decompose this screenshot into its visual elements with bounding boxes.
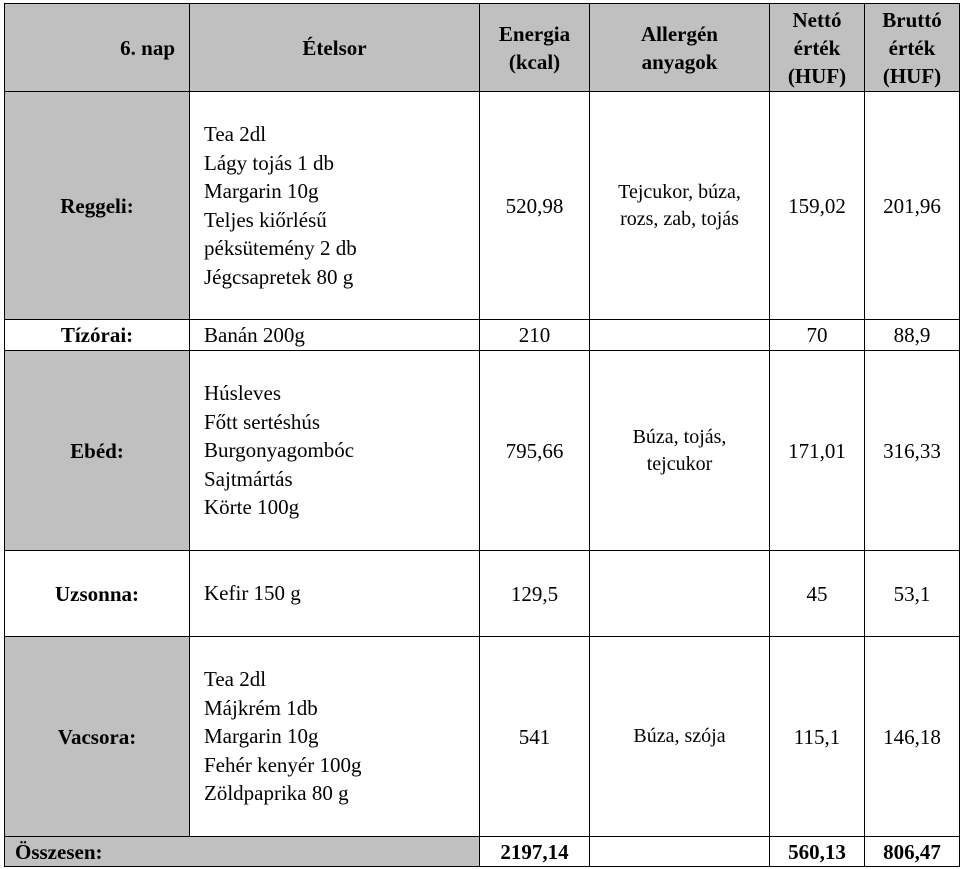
header-energy-line: (kcal): [508, 49, 561, 74]
energy-value: 541: [480, 637, 590, 837]
total-gross: 806,47: [865, 837, 960, 867]
energy-value: 210: [480, 320, 590, 351]
meal-items: [190, 551, 480, 637]
meal-items: [190, 351, 480, 551]
meal-name: Reggeli:: [5, 92, 190, 320]
meal-name: Tízórai:: [5, 320, 190, 351]
gross-value: 316,33: [865, 351, 960, 551]
net-value: 115,1: [770, 637, 865, 837]
energy-value: 520,98: [480, 92, 590, 320]
allergen-cell: [590, 92, 770, 320]
allergen-line: Tejcukor, búza,: [618, 180, 741, 203]
header-energy: [480, 4, 590, 92]
gross-value: 53,1: [865, 551, 960, 637]
menu-item: Fehér kenyér 100g: [204, 752, 362, 777]
allergen-line: tejcukor: [646, 452, 713, 475]
header-energy-line: Energia: [498, 21, 571, 46]
total-energy: 2197,14: [480, 837, 590, 867]
net-value: 45: [770, 551, 865, 637]
menu-item: Tea 2dl: [204, 667, 267, 692]
menu-item: Margarin 10g: [204, 179, 319, 203]
allergen-line: Búza, tojás,: [632, 425, 727, 448]
allergen-line: Búza, szója: [633, 725, 726, 747]
header-gross-line: érték: [888, 35, 936, 60]
table-row: [5, 92, 960, 320]
total-row: [5, 837, 960, 867]
header-gross: [865, 4, 960, 92]
total-net: 560,13: [770, 837, 865, 867]
header-day: 6. nap: [5, 4, 190, 92]
net-value: 159,02: [770, 92, 865, 320]
header-net-line: érték: [793, 35, 841, 60]
meal-name: Uzsonna:: [5, 551, 190, 637]
header-allergen-line: Allergén: [641, 21, 718, 46]
gross-value: 146,18: [865, 637, 960, 837]
header-net-line: Nettó: [792, 7, 842, 32]
meal-items: [190, 92, 480, 320]
allergen-line: rozs, zab, tojás: [620, 207, 739, 230]
header-net: [770, 4, 865, 92]
menu-item: Körte 100g: [204, 495, 300, 520]
menu-item: péksütemény 2 db: [204, 236, 357, 260]
table-row: [5, 637, 960, 837]
meal-items: [190, 320, 480, 351]
menu-item: Húsleves: [204, 381, 281, 406]
meal-items: [190, 637, 480, 837]
meal-name: Ebéd:: [5, 351, 190, 551]
menu-item: Jégcsapretek 80 g: [204, 264, 354, 289]
menu-item: Főtt sertéshús: [204, 409, 321, 434]
allergen-cell: [590, 320, 770, 351]
menu-table: [4, 3, 960, 867]
table-row: [5, 551, 960, 637]
energy-value: 129,5: [480, 551, 590, 637]
header-net-line: (HUF): [787, 63, 847, 88]
allergen-cell: [590, 637, 770, 837]
meal-name: Vacsora:: [5, 637, 190, 837]
header-allergen: [590, 4, 770, 92]
header-row: [5, 4, 960, 92]
table-row: [5, 351, 960, 551]
total-label: Összesen:: [5, 837, 480, 867]
menu-item: Sajtmártás: [204, 466, 293, 491]
allergen-cell: [590, 551, 770, 637]
header-gross-line: (HUF): [882, 63, 942, 88]
allergen-cell: [590, 351, 770, 551]
menu-item: Tea 2dl: [204, 122, 267, 146]
net-value: 70: [770, 320, 865, 351]
net-value: 171,01: [770, 351, 865, 551]
table-row: [5, 320, 960, 351]
menu-item: Májkrém 1db: [204, 695, 318, 720]
menu-item: Lágy tojás 1 db: [204, 150, 335, 175]
total-allergen-empty: [590, 837, 770, 867]
menu-item: Burgonyagombóc: [204, 438, 355, 463]
menu-item: Teljes kiőrlésű: [204, 207, 327, 232]
energy-value: 795,66: [480, 351, 590, 551]
menu-item: Margarin 10g: [204, 724, 319, 749]
menu-item: Kefir 150 g: [204, 581, 301, 606]
gross-value: 88,9: [865, 320, 960, 351]
header-gross-line: Bruttó: [882, 7, 942, 32]
header-menu: Ételsor: [190, 4, 480, 92]
gross-value: 201,96: [865, 92, 960, 320]
header-allergen-line: anyagok: [641, 49, 718, 74]
menu-item: Zöldpaprika 80 g: [204, 781, 349, 806]
menu-item: Banán 200g: [204, 322, 305, 347]
